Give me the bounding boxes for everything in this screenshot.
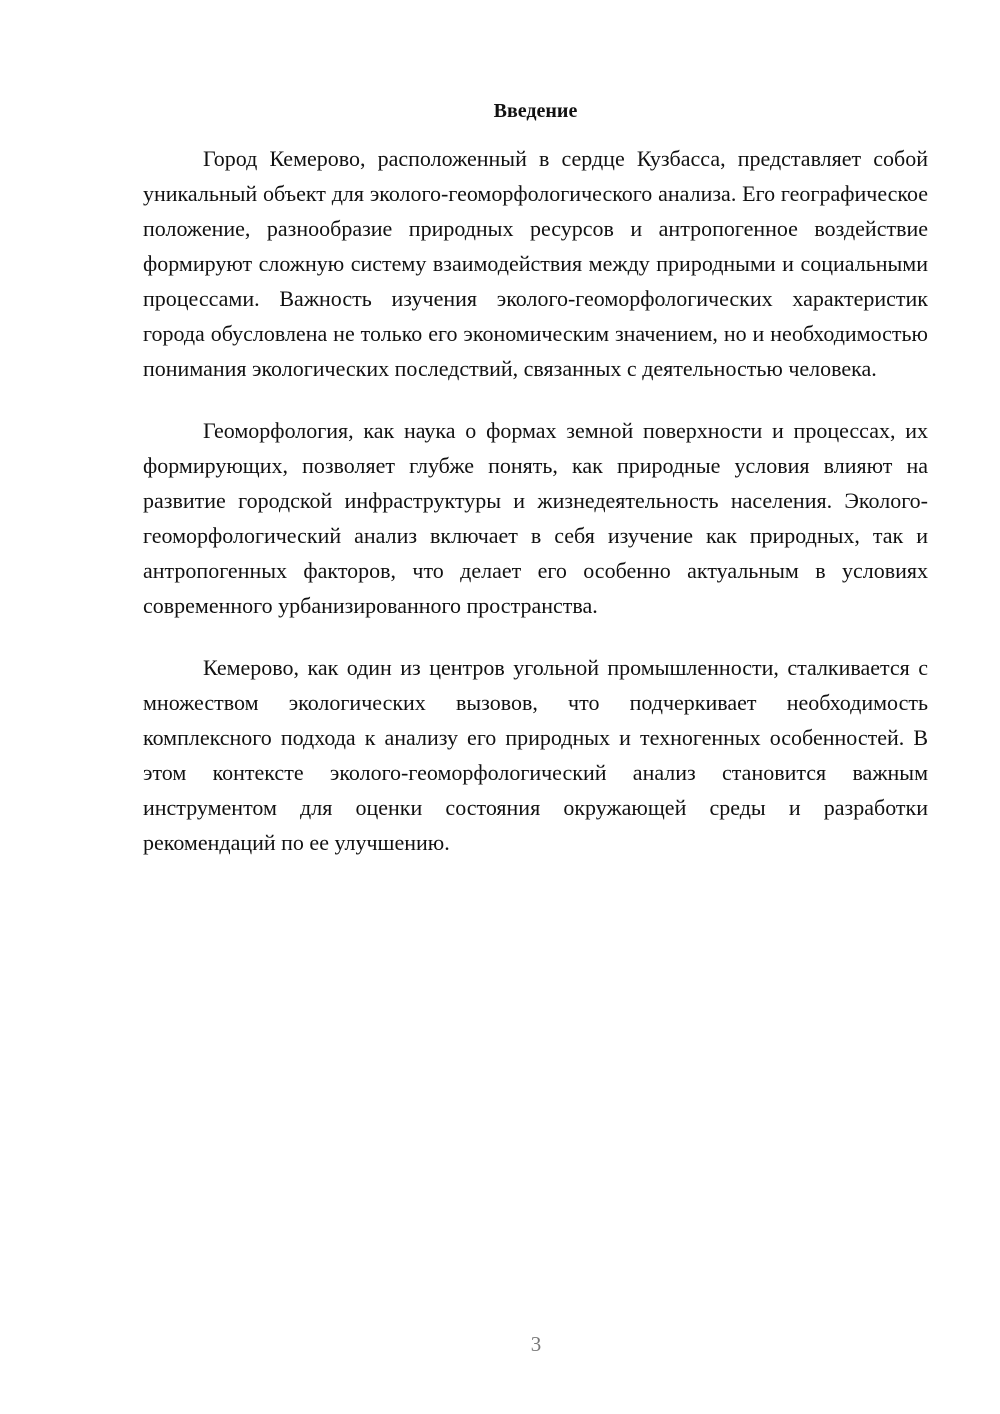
paragraph-2: Геоморфология, как наука о формах земной поверхности и процессах, их формирующих, позволяет глубже понять, как природные условия влияют на развитие городской инфраструктуры и жизнедеятельность населения. Эколого-геоморфологический анализ включает в себя изучение как природных, так и антропогенных факторов, что делает его особенно актуальным в условиях современного урбанизированного пространства. bbox=[143, 418, 928, 618]
page-number: 3 bbox=[530, 1332, 542, 1356]
page-content bbox=[143, 96, 928, 887]
paragraph-3: Кемерово, как один из центров угольной промышленности, сталкивается с множеством экологических вызовов, что подчеркивает необходимость комплексного подхода к анализу его природных и техногенных особенностей. В этом контексте эколого-геоморфологический анализ становится важным инструментом для оценки состояния окружающей среды и разработки рекомендаций по ее улучшению. bbox=[143, 655, 928, 855]
paragraph-1: Город Кемерово, расположенный в сердце Кузбасса, представляет собой уникальный объект для эколого-геоморфологического анализа. Его географическое положение, разнообразие природных ресурсов и антропогенное воздействие формируют сложную систему взаимодействия между природными и социальными процессами. Важность изучения эколого-геоморфологических характеристик города обусловлена не только его экономическим значением, но и необходимостью понимания экологических последствий, связанных с деятельностью человека. bbox=[143, 146, 928, 381]
section-title: Введение bbox=[493, 100, 578, 122]
